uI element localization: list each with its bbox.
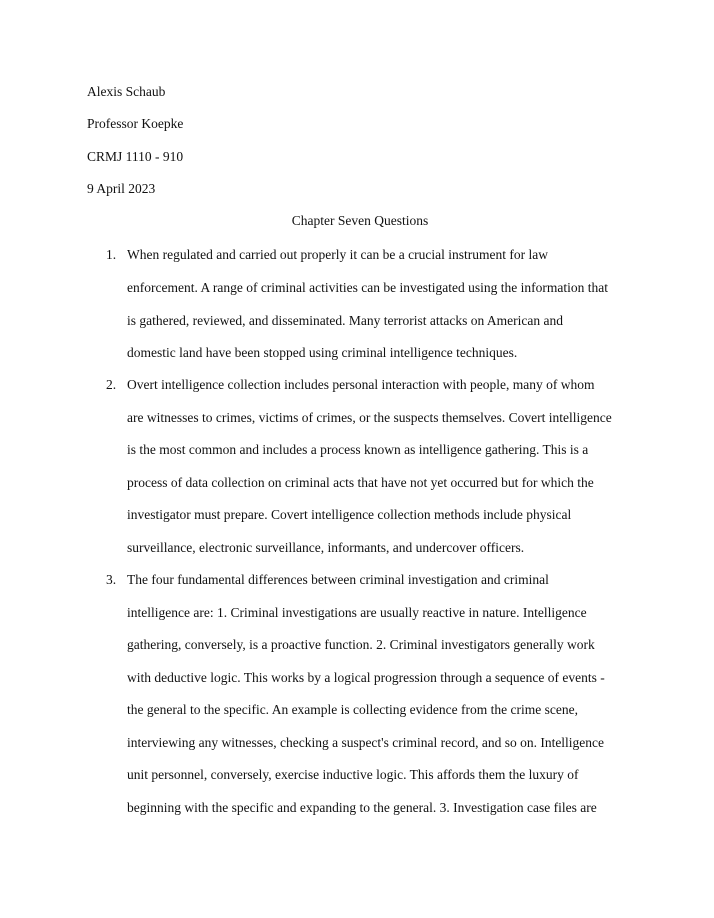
answer-line: Overt intelligence collection includes personal interaction with people, many of whom <box>127 377 595 392</box>
answer-line: When regulated and carried out properly it can be a crucial instrument for law <box>127 247 548 262</box>
question-number: 2. <box>106 377 117 392</box>
course-code: CRMJ 1110 - 910 <box>87 149 184 164</box>
answer-line: process of data collection on criminal acts that have not yet occurred but for which the <box>127 475 594 490</box>
answer-line: is gathered, reviewed, and disseminated. Many terrorist attacks on American and <box>127 313 563 328</box>
answer-line: is the most common and includes a process known as intelligence gathering. This is a <box>127 442 589 457</box>
answer-line: beginning with the specific and expanding to the general. 3. Investigation case files are <box>127 800 597 815</box>
document-date: 9 April 2023 <box>87 181 156 196</box>
answer-line: the general to the specific. An example is collecting evidence from the crime scene, <box>127 702 578 717</box>
answer-line: intelligence are: 1. Criminal investigations are usually reactive in nature. Intelligence <box>127 605 587 620</box>
student-name: Alexis Schaub <box>87 84 166 99</box>
answer-line: are witnesses to crimes, victims of crimes, or the suspects themselves. Covert intelligence <box>127 410 612 425</box>
professor-name: Professor Koepke <box>87 116 184 131</box>
document-title: Chapter Seven Questions <box>291 213 429 228</box>
answer-line: surveillance, electronic surveillance, informants, and undercover officers. <box>127 540 525 555</box>
answer-line: investigator must prepare. Covert intelligence collection methods include physical <box>127 507 572 522</box>
question-number: 1. <box>106 247 117 262</box>
answer-line: enforcement. A range of criminal activities can be investigated using the information that <box>127 280 608 295</box>
answer-line: interviewing any witnesses, checking a suspect's criminal record, and so on. Intelligence <box>127 735 605 750</box>
answer-line: domestic land have been stopped using criminal intelligence techniques. <box>127 345 518 360</box>
question-number: 3. <box>106 572 117 587</box>
answer-line: gathering, conversely, is a proactive function. 2. Criminal investigators generally work <box>127 637 595 652</box>
answer-line: The four fundamental differences between criminal investigation and criminal <box>127 572 549 587</box>
answer-line: unit personnel, conversely, exercise inductive logic. This affords them the luxury of <box>127 767 579 782</box>
answer-line: with deductive logic. This works by a logical progression through a sequence of events - <box>127 670 605 685</box>
